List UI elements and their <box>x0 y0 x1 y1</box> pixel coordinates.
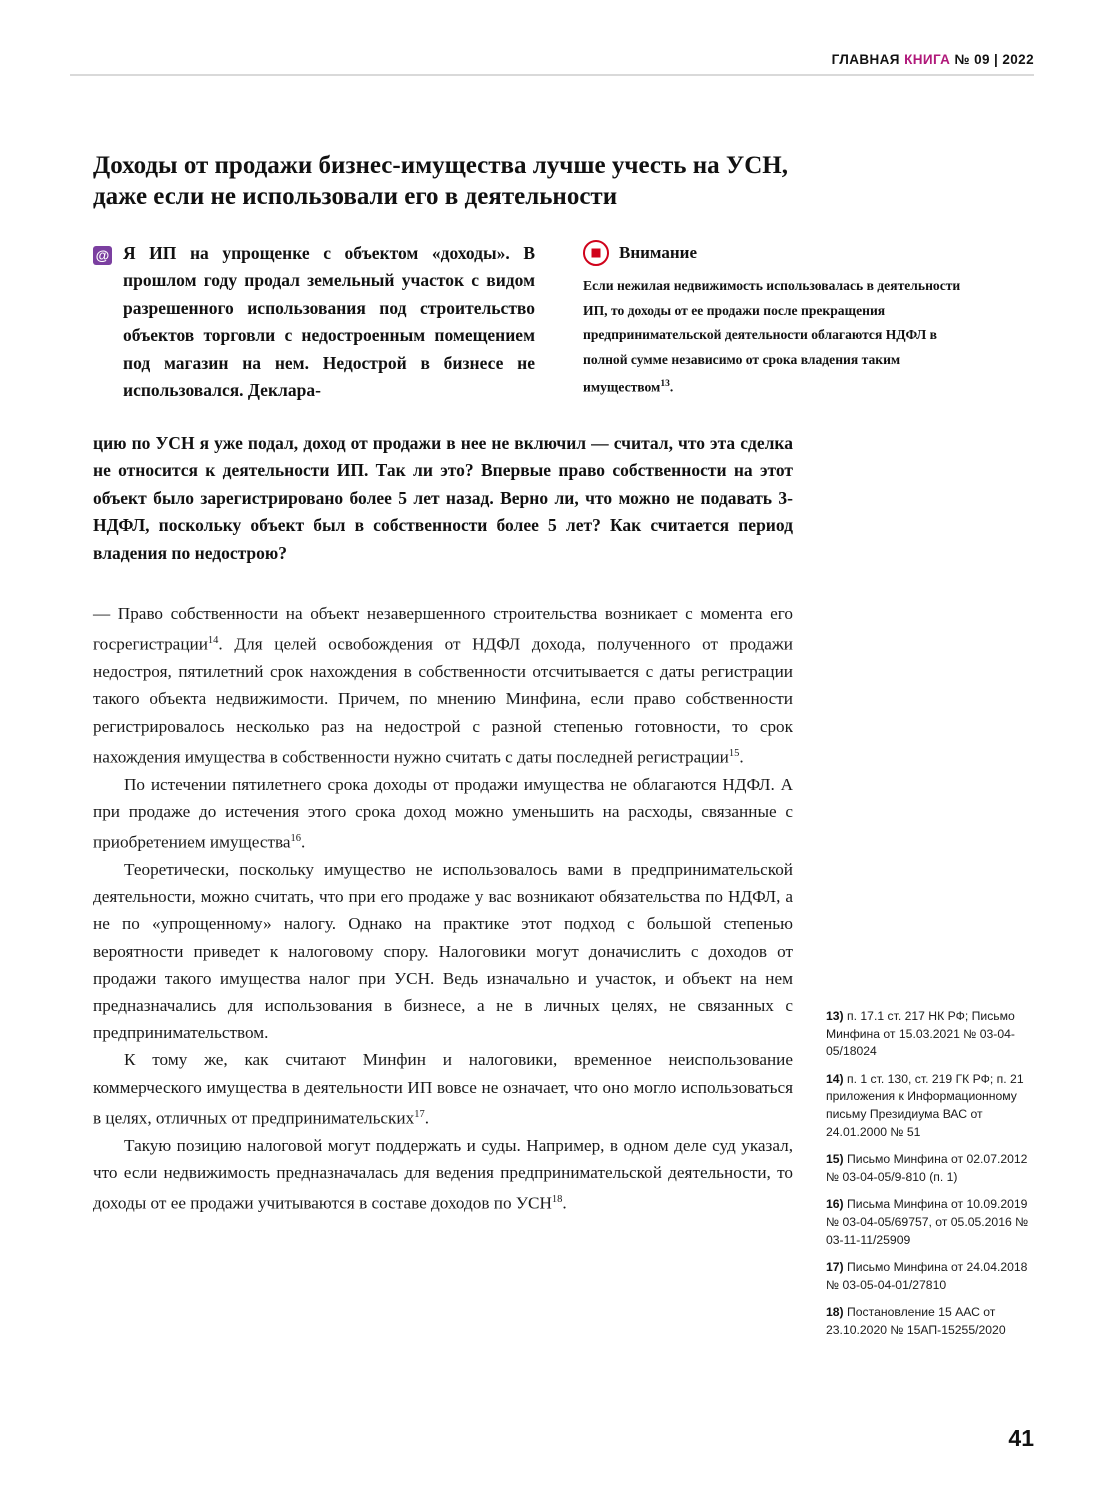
footnotes-column <box>826 1008 1041 1350</box>
footnote-number: 14) <box>826 1071 844 1086</box>
answer-paragraph: К тому же, как считают Минфин и налоговики, временное неиспользование коммерческого имущества в деятельности ИП вовсе не означает, что оно могло использоваться в целях, отличных от предпринимательских$^{17}$. <box>93 1050 793 1128</box>
question-icon: @ <box>93 246 112 265</box>
attention-text <box>583 274 983 400</box>
footnote-number: 13) <box>826 1009 844 1023</box>
footnote-text: п. 1 ст. 130, ст. 219 ГК РФ; п. 21 приложения к Информационному письму Президиума ВАС от 24.01.2000 № 51 <box>826 1071 1024 1139</box>
attention-icon <box>583 240 609 266</box>
magazine-name-accent: КНИГА <box>904 52 951 67</box>
magazine-name-main: ГЛАВНАЯ <box>831 52 900 67</box>
attention-text-main: Если нежилая недвижимость использовалась в деятельности ИП, то доходы от ее продажи после прекращения предпринимательской деятельности облагаются НДФЛ в полной сумме независимо от срока владения таким имуществом <box>583 278 961 395</box>
answer-paragraph: Теоретически, поскольку имущество не использовалось вами в предпринимательской деятельности, можно считать, что при его продаже у вас возникают обязательства по НДФЛ, а не по «упрощенному» налогу. Однако на практике этот подход с большой степенью вероятности приведет к налоговому спору. Налоговики могут доначислить с доходов от продажи такого имущества налог при УСН. Ведь изначально и участок, и объект на нем предназначались для использования в бизнесе, а не в личных целях, не связанных с предпринимательством. <box>93 860 793 1043</box>
attention-box <box>583 240 983 400</box>
footnote-number: 17) <box>826 1260 844 1275</box>
attention-note-ref: 13 <box>660 379 670 389</box>
attention-title: Внимание <box>619 243 698 262</box>
attention-header <box>583 240 983 266</box>
footnote-item <box>826 1259 1041 1294</box>
footnote-number: 16) <box>826 1197 844 1212</box>
footnote-item <box>826 1008 1041 1061</box>
footnote-text: Письмо Минфина от 24.04.2018 № 03-05-04-01/27810 <box>826 1260 1028 1292</box>
footnote-text: п. 17.1 ст. 217 НК РФ; Письмо Минфина от 15.03.2021 № 03-04-05/18024 <box>826 1009 1015 1059</box>
page-number: 41 <box>1008 1425 1034 1451</box>
answer-paragraph: Такую позицию налоговой могут поддержать и суды. Например, в одном деле суд указал, что если недвижимость предназначалась для ведения предпринимательской деятельности, то доходы от ее продажи учитываются в составе доходов по УСН$^{18}$. <box>93 1135 793 1213</box>
answer-body <box>93 600 793 1217</box>
footnote-number: 15) <box>826 1152 844 1167</box>
footnote-item <box>826 1071 1041 1141</box>
issue-label: № 09 | 2022 <box>954 52 1034 67</box>
footnote-text: Письма Минфина от 10.09.2019 № 03-04-05/69757, от 05.05.2016 № 03-11-11/25909 <box>826 1197 1029 1247</box>
answer-paragraph: — Право собственности на объект незавершенного строительства возникает с момента его госрегистрации$^{14}$. Для целей освобождения от НДФЛ дохода, полученного от продажи недостроя, пятилетний срок нахождения в собственности отсчитывается с даты регистрации такого объекта недвижимости. Причем, по мнению Минфина, если право собственности регистрировалось несколько раз на недострой с разной степенью готовности, то срок нахождения имущества в собственности нужно считать с даты последней регистрации$^{15}$. <box>93 604 793 767</box>
footnote-number: 18) <box>826 1305 844 1320</box>
question-text-part1: Я ИП на упрощенке с объектом «доходы». В прошлом году продал земельный участок с видом разрешенного использования под строительство объектов торговли с недостроенным помещением под магазин на нем. Недострой в бизнесе не использовался. Деклара- <box>123 243 535 401</box>
footnote-text: Постановление 15 ААС от 23.10.2020 № 15АП-15255/2020 <box>826 1305 1006 1337</box>
footnote-item <box>826 1196 1041 1249</box>
running-header <box>832 52 1034 67</box>
header-divider <box>70 74 1034 76</box>
page-title: Доходы от продажи бизнес-имущества лучше учесть на УСН, даже если не использовали его в деятельности <box>93 151 788 210</box>
footnote-item <box>826 1151 1041 1186</box>
footnote-text: Письмо Минфина от 02.07.2012 № 03-04-05/9-810 (п. 1) <box>826 1152 1028 1184</box>
question-text-part2: цию по УСН я уже подал, доход от продажи в нее не включил — считал, что эта сделка не относится к деятельности ИП. Так ли это? Впервые право собственности на этот объект было зарегистрировано более 5 лет назад. Верно ли, что можно не подавать 3-НДФЛ, поскольку объект был в собственности более 5 лет? Как считается период владения по недострою? <box>93 433 793 563</box>
attention-text-end: . <box>669 379 674 395</box>
answer-paragraph: По истечении пятилетнего срока доходы от продажи имущества не облагаются НДФЛ. А при продаже до истечения этого срока доход можно уменьшить на расходы, связанные с приобретением имущества$^{16}$. <box>93 774 793 852</box>
footnote-item <box>826 1304 1041 1339</box>
